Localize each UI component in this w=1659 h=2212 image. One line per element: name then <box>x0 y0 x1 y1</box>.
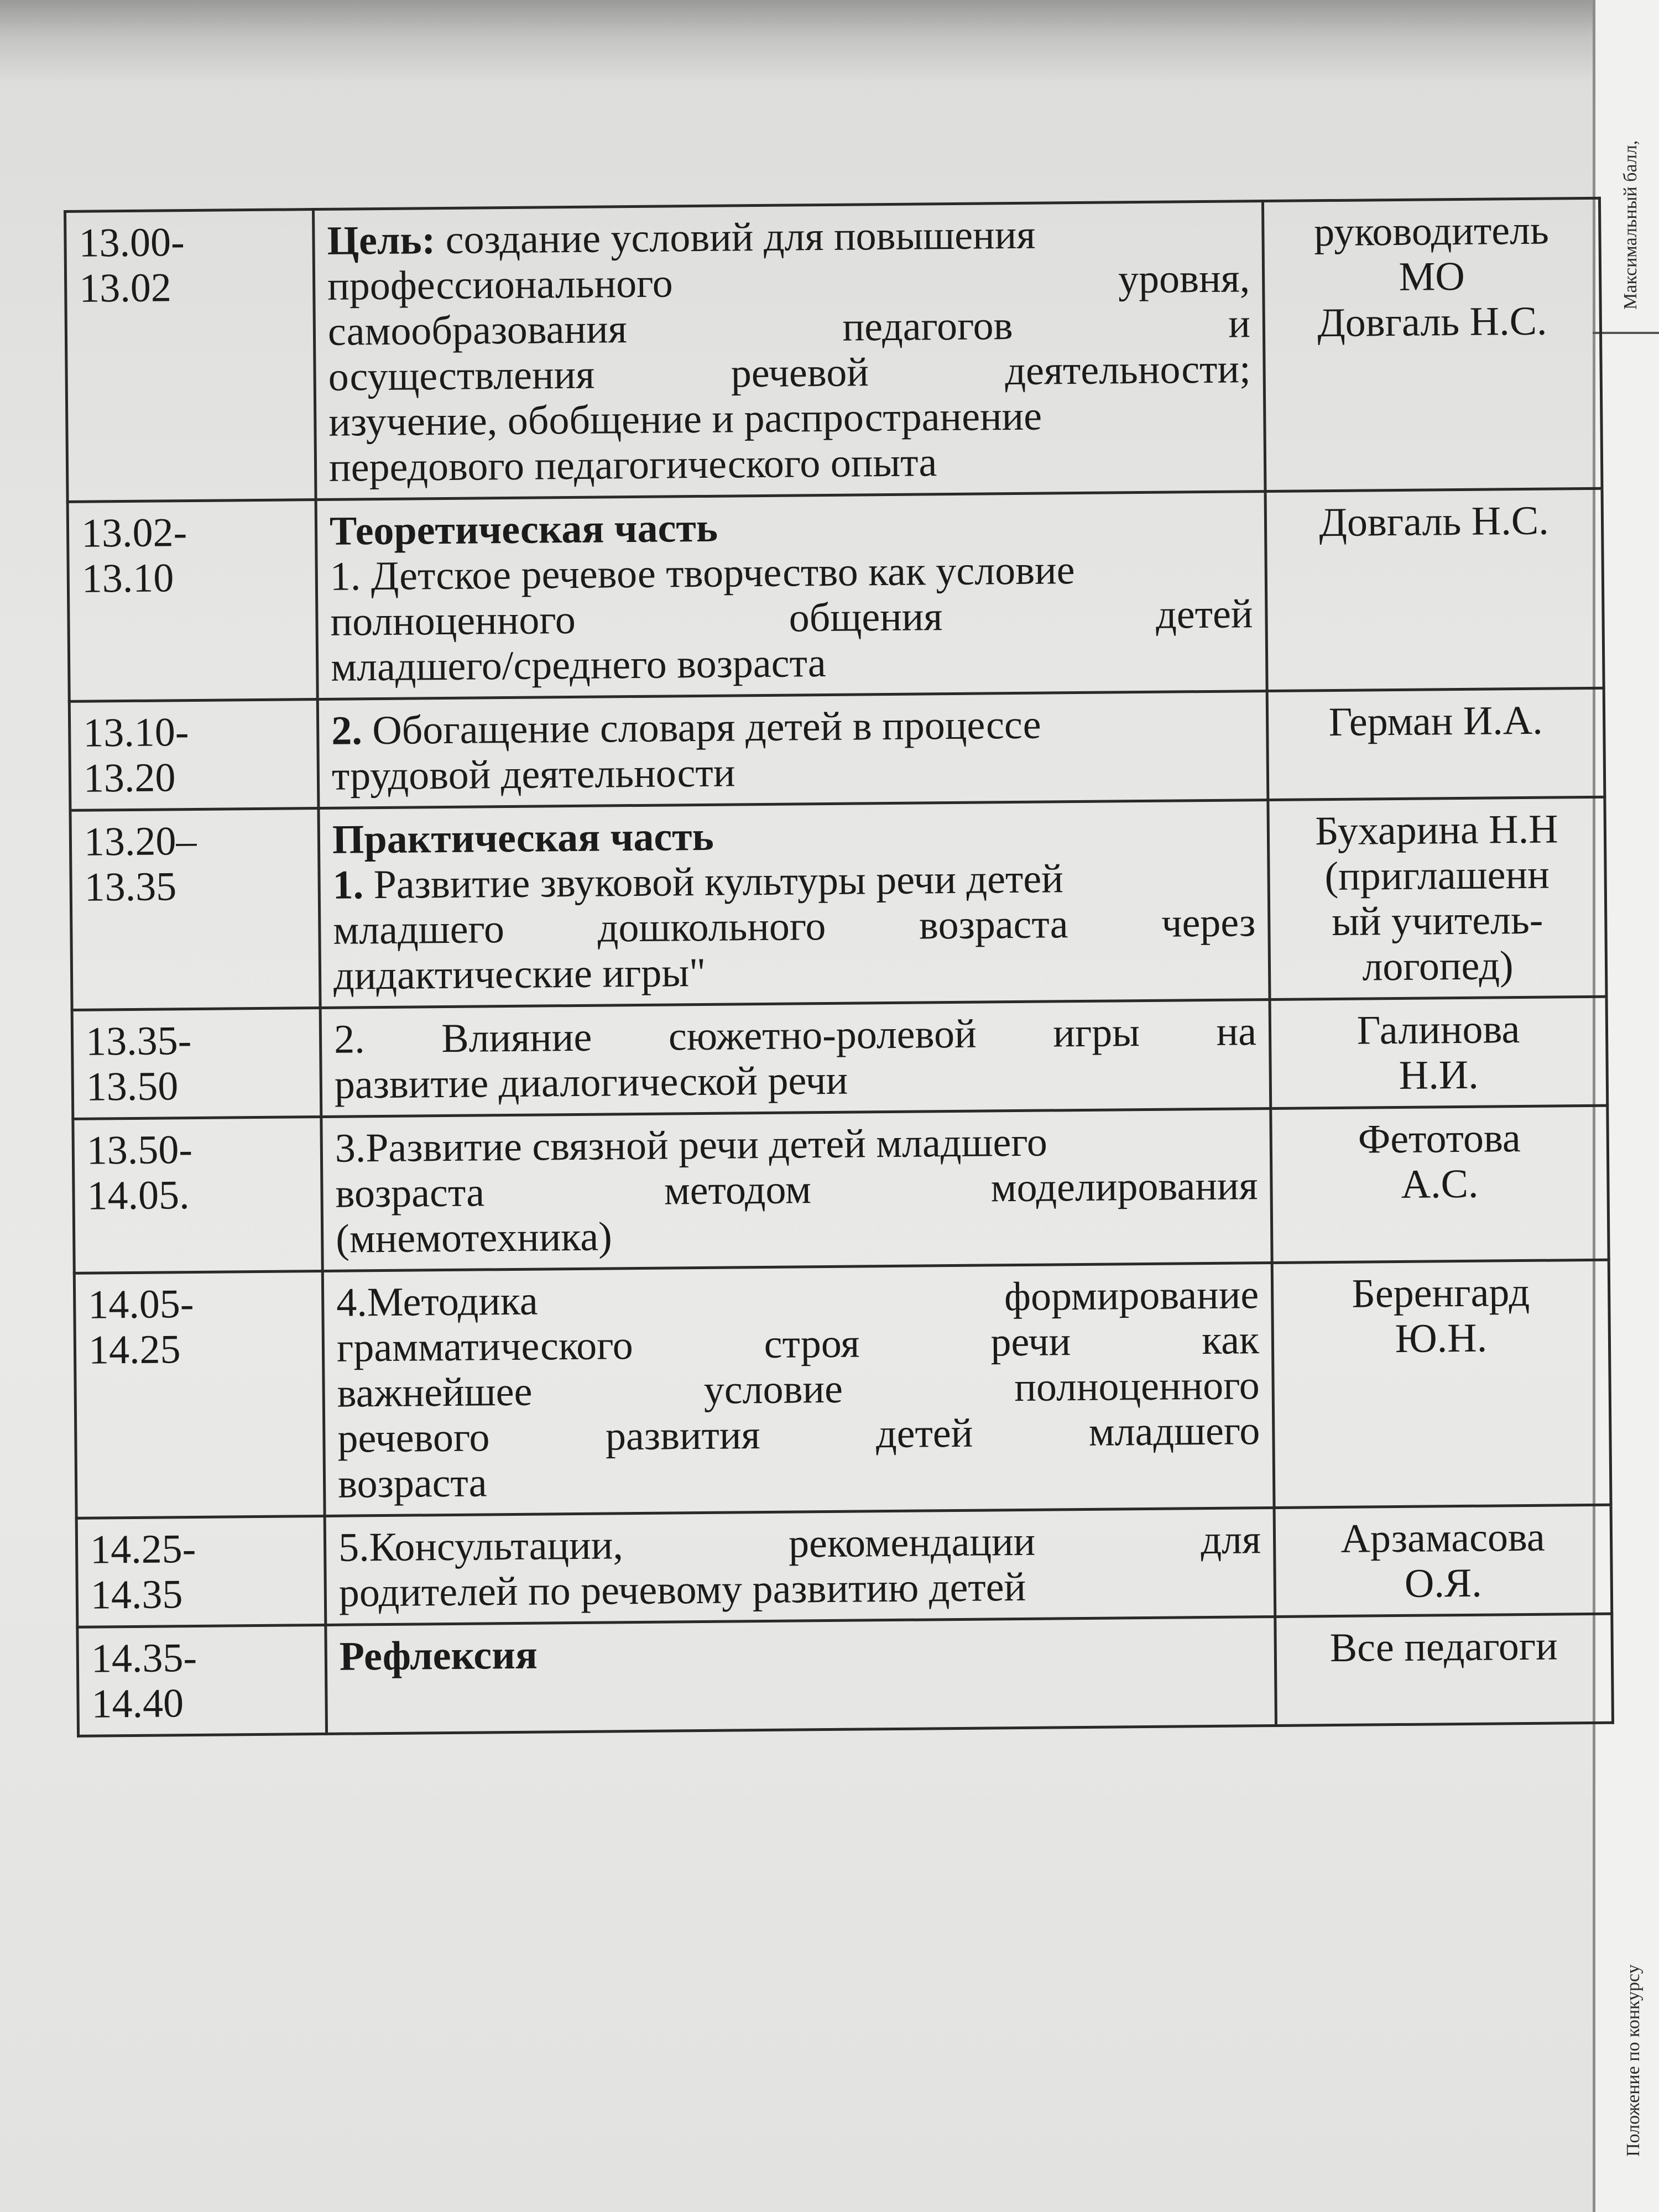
activity-line <box>334 1009 1257 1062</box>
activity-text: создание условий для повышения <box>435 212 1036 263</box>
activity-line <box>338 1562 1261 1616</box>
activity-line <box>330 546 1253 599</box>
activity-text: развитие диалогической речи <box>334 1057 848 1108</box>
activity-line <box>327 210 1250 264</box>
activity-line <box>331 700 1254 754</box>
time-text: 13.02 <box>79 265 172 311</box>
responsible-cell <box>1271 1105 1609 1262</box>
activity-line <box>337 1317 1260 1371</box>
time-text: 14.25 <box>88 1327 181 1373</box>
responsible-text: ый учитель- <box>1331 897 1543 945</box>
schedule-row <box>69 688 1605 810</box>
activity-text: дидактические игры" <box>333 950 706 999</box>
time-cell <box>69 700 319 811</box>
activity-bold-text: Цель: <box>327 217 436 264</box>
time-text: 13.10 <box>81 555 174 602</box>
schedule-body <box>65 198 1613 1736</box>
responsible-text: Ю.Н. <box>1395 1315 1488 1362</box>
responsible-cell <box>1274 1505 1612 1616</box>
time-text: 13.10- <box>82 709 189 756</box>
activity-text: важнейшее условие полноценного <box>337 1363 1260 1416</box>
activity-bold-text: 1. <box>332 862 364 908</box>
activity-line <box>334 1054 1257 1108</box>
activity-text: (мнемотехника) <box>335 1214 613 1262</box>
time-text: 13.02- <box>81 510 187 556</box>
activity-text: самообразования педагогов и <box>327 301 1251 354</box>
responsible-cell <box>1268 797 1606 999</box>
activity-text: 2. Влияние сюжетно-ролевой игры на <box>333 1009 1257 1062</box>
activity-text: изучение, обобщение и распространение <box>328 393 1042 445</box>
time-text: 13.35- <box>85 1018 192 1065</box>
adjacent-sheet-top-label: Максимальный балл, <box>1620 140 1641 310</box>
activity-line <box>333 945 1256 999</box>
activity-bold-text: 2. <box>331 708 363 754</box>
activity-text: речевого развития детей младшего <box>337 1408 1260 1462</box>
time-cell <box>72 1008 321 1119</box>
activity-line <box>328 392 1251 445</box>
responsible-cell <box>1275 1614 1613 1725</box>
activity-text: родителей по речевому развитию детей <box>338 1564 1026 1616</box>
activity-text: осуществления речевой деятельности; <box>328 346 1251 400</box>
time-text: 13.00- <box>79 220 185 266</box>
activity-line <box>330 591 1253 645</box>
activity-text: младшего/среднего возраста <box>330 640 826 690</box>
activity-text: Развитие звуковой культуры речи детей <box>363 856 1064 908</box>
responsible-cell <box>1272 1260 1611 1507</box>
activity-text: 3.Развитие связной речи детей младшего <box>335 1119 1048 1171</box>
schedule-row <box>76 1505 1612 1627</box>
time-text: 13.50- <box>86 1127 193 1173</box>
activity-text: грамматического строя речи как <box>336 1317 1260 1371</box>
responsible-cell <box>1270 997 1608 1108</box>
schedule-row <box>73 1105 1609 1273</box>
responsible-text: руководитель <box>1313 207 1550 255</box>
activity-cell <box>314 201 1266 500</box>
responsible-cell <box>1265 488 1604 691</box>
responsible-cell <box>1267 688 1605 800</box>
activity-line <box>328 346 1251 400</box>
activity-line <box>331 637 1254 690</box>
responsible-text: Галинова <box>1357 1006 1520 1053</box>
activity-line <box>332 854 1255 908</box>
activity-text: 5.Консультации, рекомендации для <box>338 1517 1261 1571</box>
time-text: 13.50 <box>86 1063 179 1110</box>
top-shadow <box>0 0 1659 83</box>
schedule-row <box>77 1614 1613 1736</box>
activity-text: трудовой деятельности <box>331 750 735 799</box>
activity-text: младшего дошкольного возраста через <box>333 900 1256 953</box>
time-cell <box>70 808 320 1010</box>
responsible-text: Довгаль Н.С. <box>1317 298 1547 346</box>
time-cell <box>73 1117 322 1273</box>
time-text: 14.35- <box>91 1635 197 1682</box>
responsible-text: МО <box>1399 253 1465 300</box>
activity-text: полноценного общения детей <box>330 591 1253 645</box>
time-cell <box>76 1516 326 1627</box>
activity-line <box>328 301 1251 354</box>
activity-line <box>330 500 1253 554</box>
activity-cell <box>317 691 1268 808</box>
time-text: 13.35 <box>84 864 177 910</box>
activity-cell <box>322 1263 1274 1516</box>
activity-text: Обогащение словаря детей в процессе <box>362 702 1041 754</box>
activity-line <box>335 1118 1258 1171</box>
activity-cell <box>325 1507 1275 1625</box>
activity-line <box>336 1272 1259 1326</box>
activity-cell <box>316 492 1267 700</box>
time-text: 13.20– <box>84 818 197 865</box>
activity-cell <box>326 1616 1276 1734</box>
activity-line <box>332 745 1255 799</box>
activity-line <box>337 1408 1260 1462</box>
activity-cell <box>321 1109 1272 1271</box>
activity-line <box>338 1517 1261 1571</box>
activity-text: возраста методом моделирования <box>335 1163 1258 1217</box>
responsible-text: (приглашенн <box>1324 852 1550 900</box>
activity-line <box>339 1626 1262 1679</box>
responsible-text: логопед) <box>1362 943 1514 990</box>
schedule-row <box>72 997 1608 1119</box>
activity-line <box>329 437 1252 491</box>
activity-line <box>327 255 1250 309</box>
time-text: 14.05. <box>87 1172 190 1219</box>
schedule-row <box>74 1260 1611 1518</box>
time-cell <box>65 210 316 502</box>
activity-bold-text: Практическая часть <box>332 813 714 863</box>
activity-text: 4.Методика формирование <box>336 1272 1259 1326</box>
activity-line <box>337 1363 1260 1416</box>
activity-text: профессионального уровня, <box>327 255 1250 309</box>
adjacent-sheet-bottom-label: Положение по конкурсу <box>1623 1964 1644 2157</box>
activity-cell <box>319 800 1270 1008</box>
responsible-cell <box>1262 198 1602 491</box>
responsible-text: Довгаль Н.С. <box>1319 498 1549 546</box>
responsible-text: Беренгард <box>1352 1269 1530 1317</box>
responsible-text: Бухарина Н.Н <box>1314 806 1558 854</box>
responsible-text: Герман И.А. <box>1328 697 1543 745</box>
schedule-row <box>67 488 1604 701</box>
responsible-text: Арзамасова <box>1340 1514 1546 1562</box>
responsible-text: А.С. <box>1401 1161 1479 1207</box>
activity-bold-text: Рефлексия <box>339 1632 538 1679</box>
activity-line <box>332 809 1255 863</box>
activity-line <box>335 1163 1258 1217</box>
schedule-sheet <box>64 197 1625 1738</box>
responsible-text: Н.И. <box>1399 1052 1479 1098</box>
responsible-text: Фетотова <box>1358 1115 1521 1162</box>
activity-text: 1. Детское речевое творчество как условие <box>330 547 1075 599</box>
activity-line <box>333 900 1256 953</box>
time-cell <box>77 1625 327 1736</box>
time-cell <box>74 1271 325 1518</box>
activity-text: возраста <box>337 1460 487 1507</box>
time-text: 14.25- <box>90 1526 196 1573</box>
time-cell <box>67 500 317 702</box>
time-text: 14.40 <box>91 1681 184 1727</box>
time-text: 13.20 <box>83 755 176 801</box>
schedule-table <box>64 197 1614 1738</box>
time-text: 14.35 <box>90 1572 183 1618</box>
schedule-row <box>65 198 1602 502</box>
responsible-text: О.Я. <box>1404 1560 1483 1606</box>
activity-cell <box>320 1000 1271 1117</box>
activity-line <box>338 1453 1261 1507</box>
time-text: 14.05- <box>87 1281 194 1328</box>
activity-text: передового педагогического опыта <box>328 440 937 491</box>
responsible-text: Все педагоги <box>1329 1623 1558 1671</box>
activity-bold-text: Теоретическая часть <box>329 505 718 554</box>
activity-line <box>336 1208 1259 1262</box>
schedule-row <box>70 797 1606 1010</box>
